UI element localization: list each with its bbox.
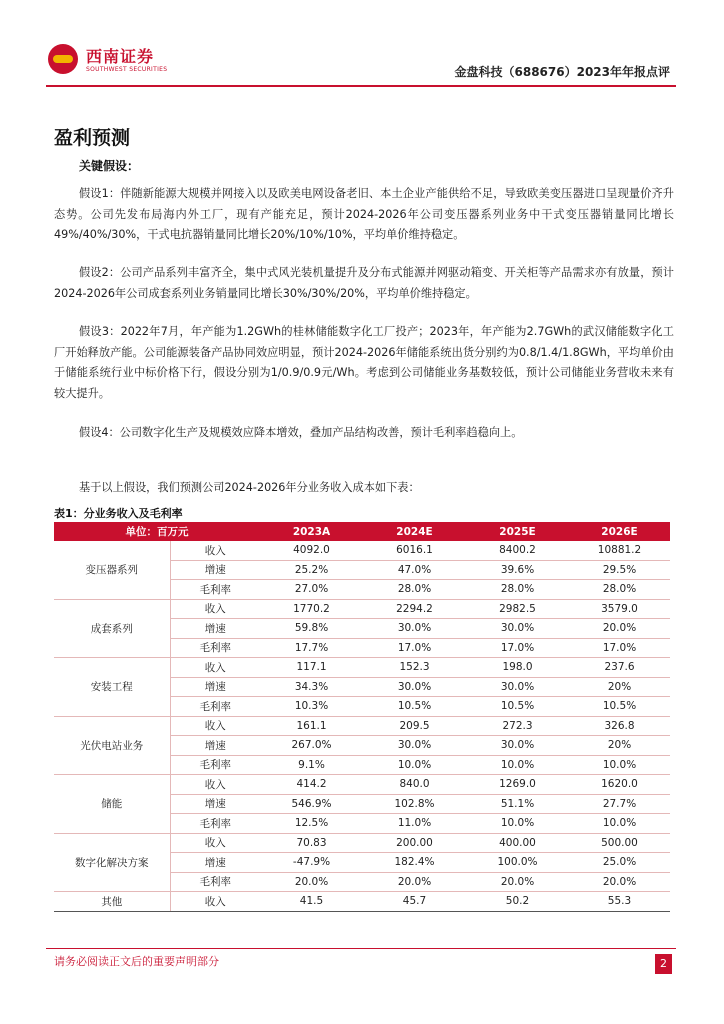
report-title: 金盘科技（688676）2023年年报点评 [454, 65, 670, 79]
segment-name-cell: 成套系列 [54, 599, 170, 658]
value-cell: 11.0% [363, 814, 466, 834]
metric-cell: 增速 [170, 560, 260, 580]
value-cell: 840.0 [363, 775, 466, 795]
value-cell: 10.3% [260, 697, 363, 717]
value-cell: 17.0% [363, 638, 466, 658]
value-cell: 29.5% [569, 560, 670, 580]
value-cell: 20% [569, 736, 670, 756]
logo-mark-icon [48, 44, 78, 74]
value-cell: 200.00 [363, 833, 466, 853]
value-cell: 39.6% [466, 560, 569, 580]
value-cell: 3579.0 [569, 599, 670, 619]
metric-cell: 增速 [170, 736, 260, 756]
value-cell: 17.0% [466, 638, 569, 658]
header-cell-year: 2024E [363, 522, 466, 541]
key-assumptions-label: 关键假设： [79, 159, 140, 173]
table-header-row [54, 522, 670, 541]
value-cell: 25.2% [260, 560, 363, 580]
value-cell: 546.9% [260, 794, 363, 814]
assumption-paragraph: 假设1：伴随新能源大规模并网接入以及欧美电网设备老旧、本土企业产能供给不足，导致欧美变压器进口呈现量价齐升态势。公司先发布局海内外工厂，现有产能充足，预计2024-2026年公司变压器系列业务中干式变压器销量同比增长49%/40%/30%，干式电抗器销量同比增长20%/10%/10%，平均单价维持稳定。 [54, 187, 674, 241]
value-cell: -47.9% [260, 853, 363, 873]
metric-cell: 增速 [170, 853, 260, 873]
value-cell: 20.0% [363, 872, 466, 892]
value-cell: 1770.2 [260, 599, 363, 619]
value-cell: 41.5 [260, 892, 363, 912]
table-row [54, 716, 670, 736]
value-cell: 8400.2 [466, 541, 569, 560]
assumption-paragraph: 假设4：公司数字化生产及规模效应降本增效，叠加产品结构改善，预计毛利率趋稳向上。 [79, 426, 523, 439]
value-cell: 30.0% [466, 619, 569, 639]
value-cell: 400.00 [466, 833, 569, 853]
value-cell: 272.3 [466, 716, 569, 736]
value-cell: 30.0% [363, 619, 466, 639]
value-cell: 27.7% [569, 794, 670, 814]
metric-cell: 收入 [170, 833, 260, 853]
table-row [54, 599, 670, 619]
value-cell: 30.0% [466, 677, 569, 697]
value-cell: 27.0% [260, 580, 363, 600]
value-cell: 326.8 [569, 716, 670, 736]
assumption-paragraph: 假设3：2022年7月，年产能为1.2GWh的桂林储能数字化工厂投产；2023年，年产能为2.7GWh的武汉储能数字化工厂开始释放产能。公司能源装备产品协同效应明显，预计2024-2026年储能系统出货分别约为0.8/1.4/1.8GWh，平均单价由于储能系统行业中标价格下行，假设分别为1/0.9/0.9元/Wh。考虑到公司储能业务基数较低，预计公司储能业务营收未来有较大提升。 [54, 325, 674, 400]
table-row [54, 833, 670, 853]
value-cell: 500.00 [569, 833, 670, 853]
value-cell: 30.0% [363, 677, 466, 697]
value-cell: 237.6 [569, 658, 670, 678]
metric-cell: 收入 [170, 541, 260, 560]
value-cell: 10.0% [569, 814, 670, 834]
value-cell: 70.83 [260, 833, 363, 853]
table-row [54, 541, 670, 560]
header-cell-year: 2023A [260, 522, 363, 541]
value-cell: 198.0 [466, 658, 569, 678]
value-cell: 10.0% [466, 814, 569, 834]
metric-cell: 毛利率 [170, 755, 260, 775]
value-cell: 10.5% [466, 697, 569, 717]
metric-cell: 毛利率 [170, 872, 260, 892]
value-cell: 34.3% [260, 677, 363, 697]
value-cell: 28.0% [569, 580, 670, 600]
value-cell: 4092.0 [260, 541, 363, 560]
metric-cell: 增速 [170, 619, 260, 639]
segment-name-cell: 变压器系列 [54, 541, 170, 599]
value-cell: 209.5 [363, 716, 466, 736]
value-cell: 117.1 [260, 658, 363, 678]
page-header [0, 0, 724, 90]
value-cell: 182.4% [363, 853, 466, 873]
page-number: 2 [655, 954, 672, 974]
header-cell-unit: 单位：百万元 [54, 522, 260, 541]
table-row [54, 775, 670, 795]
section-title: 盈利预测 [54, 127, 131, 149]
table-title: 表1：分业务收入及毛利率 [54, 507, 183, 520]
value-cell: 55.3 [569, 892, 670, 912]
value-cell: 161.1 [260, 716, 363, 736]
value-cell: 10.0% [569, 755, 670, 775]
metric-cell: 毛利率 [170, 814, 260, 834]
metric-cell: 收入 [170, 892, 260, 912]
value-cell: 28.0% [466, 580, 569, 600]
value-cell: 20.0% [260, 872, 363, 892]
segment-name-cell: 数字化解决方案 [54, 833, 170, 892]
segment-name-cell: 其他 [54, 892, 170, 912]
value-cell: 17.7% [260, 638, 363, 658]
segment-name-cell: 安装工程 [54, 658, 170, 717]
value-cell: 20% [569, 677, 670, 697]
footer-divider [46, 948, 676, 949]
value-cell: 12.5% [260, 814, 363, 834]
value-cell: 20.0% [569, 872, 670, 892]
metric-cell: 增速 [170, 677, 260, 697]
value-cell: 6016.1 [363, 541, 466, 560]
value-cell: 30.0% [466, 736, 569, 756]
value-cell: 414.2 [260, 775, 363, 795]
forecast-table [54, 522, 670, 912]
value-cell: 10.5% [363, 697, 466, 717]
table-body [54, 541, 670, 911]
metric-cell: 收入 [170, 716, 260, 736]
value-cell: 9.1% [260, 755, 363, 775]
footer-disclaimer: 请务必阅读正文后的重要声明部分 [54, 955, 219, 968]
value-cell: 28.0% [363, 580, 466, 600]
header-cell-year: 2026E [569, 522, 670, 541]
value-cell: 1269.0 [466, 775, 569, 795]
value-cell: 267.0% [260, 736, 363, 756]
logo-text-en: SOUTHWEST SECURITIES [86, 66, 168, 73]
company-logo [48, 42, 168, 78]
value-cell: 47.0% [363, 560, 466, 580]
value-cell: 1620.0 [569, 775, 670, 795]
value-cell: 20.0% [466, 872, 569, 892]
table-row [54, 658, 670, 678]
segment-name-cell: 储能 [54, 775, 170, 834]
metric-cell: 收入 [170, 599, 260, 619]
value-cell: 10.0% [363, 755, 466, 775]
metric-cell: 收入 [170, 775, 260, 795]
value-cell: 10.0% [466, 755, 569, 775]
value-cell: 17.0% [569, 638, 670, 658]
value-cell: 100.0% [466, 853, 569, 873]
value-cell: 102.8% [363, 794, 466, 814]
value-cell: 2982.5 [466, 599, 569, 619]
value-cell: 30.0% [363, 736, 466, 756]
segment-name-cell: 光伏电站业务 [54, 716, 170, 775]
metric-cell: 毛利率 [170, 638, 260, 658]
value-cell: 51.1% [466, 794, 569, 814]
value-cell: 50.2 [466, 892, 569, 912]
value-cell: 10881.2 [569, 541, 670, 560]
header-divider [46, 85, 676, 87]
value-cell: 20.0% [569, 619, 670, 639]
assumption-paragraph: 假设2：公司产品系列丰富齐全，集中式风光装机量提升及分布式能源并网驱动箱变、开关柜等产品需求亦有放量，预计2024-2026年公司成套系列业务销量同比增长30%/30%/20%，平均单价维持稳定。 [54, 266, 674, 300]
metric-cell: 增速 [170, 794, 260, 814]
metric-cell: 毛利率 [170, 697, 260, 717]
value-cell: 25.0% [569, 853, 670, 873]
metric-cell: 毛利率 [170, 580, 260, 600]
value-cell: 2294.2 [363, 599, 466, 619]
value-cell: 59.8% [260, 619, 363, 639]
value-cell: 152.3 [363, 658, 466, 678]
table-row [54, 892, 670, 912]
value-cell: 10.5% [569, 697, 670, 717]
summary-paragraph: 基于以上假设，我们预测公司2024-2026年分业务收入成本如下表： [79, 481, 420, 494]
metric-cell: 收入 [170, 658, 260, 678]
logo-text-cn: 西南证券 [86, 47, 155, 66]
header-cell-year: 2025E [466, 522, 569, 541]
value-cell: 45.7 [363, 892, 466, 912]
